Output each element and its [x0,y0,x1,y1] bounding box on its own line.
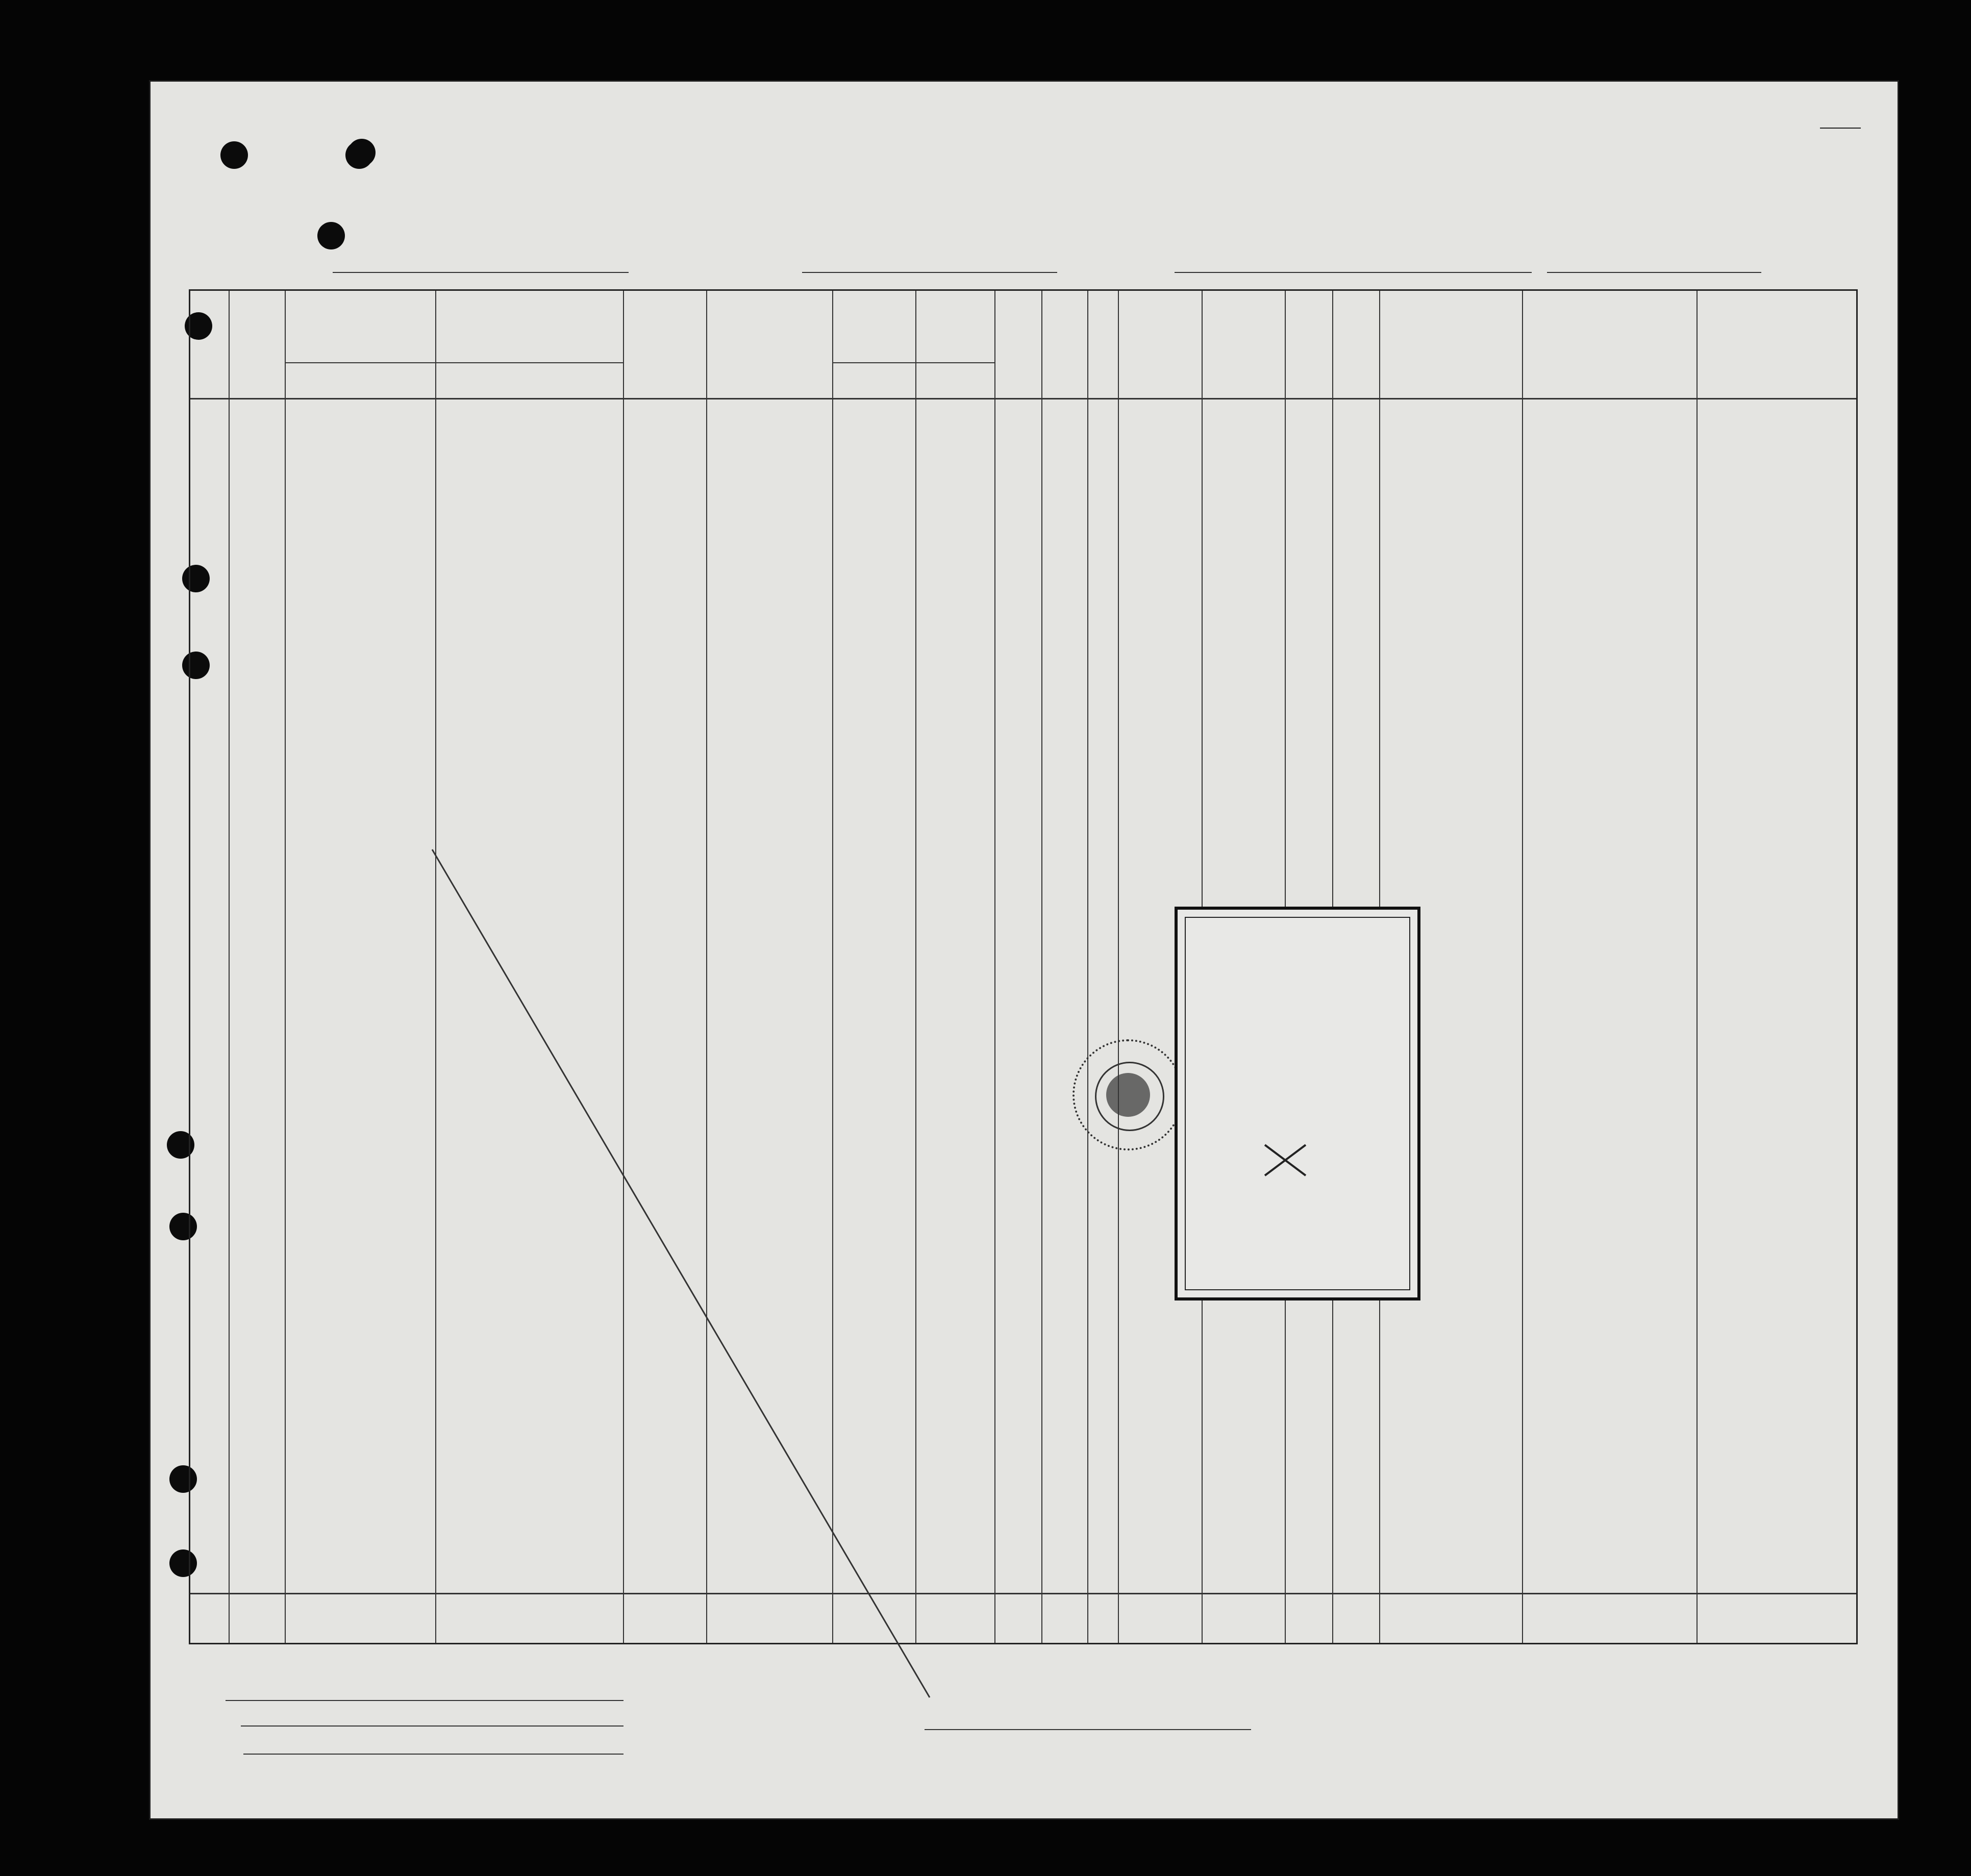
cancel-diagonal-line [149,80,1899,1820]
manifest-sheet [149,80,1899,1820]
